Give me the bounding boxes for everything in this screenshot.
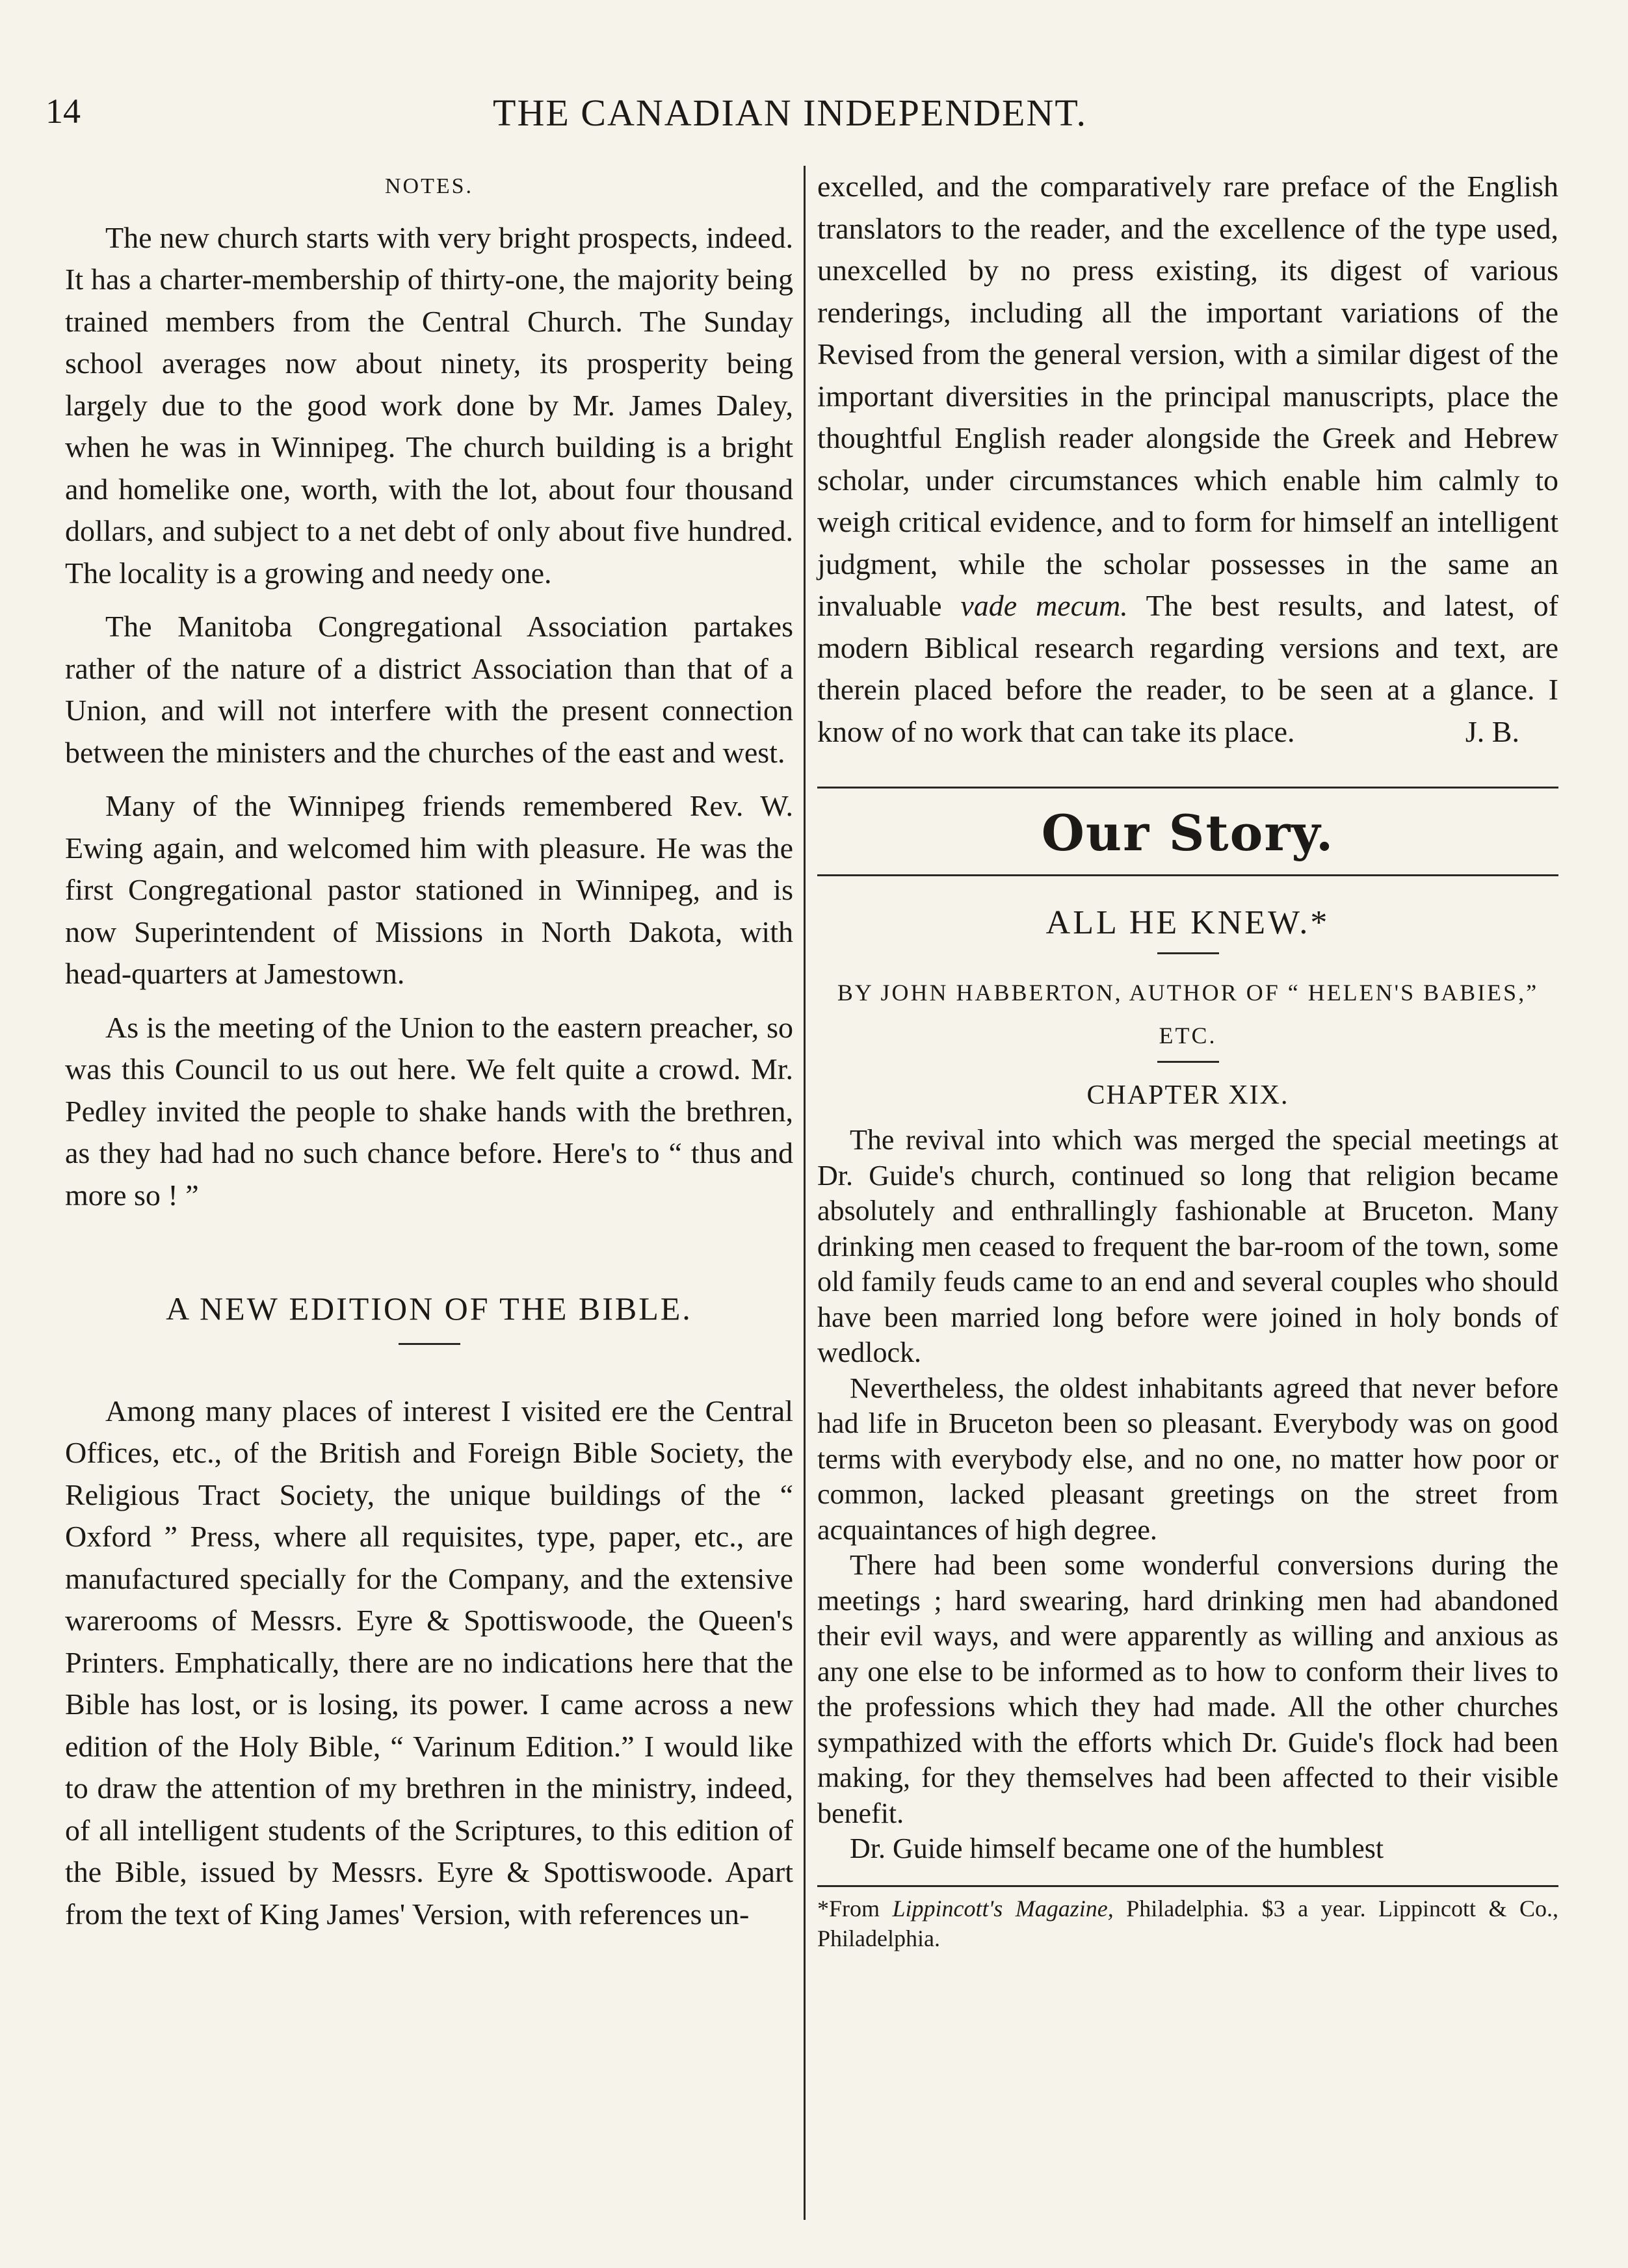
footnote-publication: Lippincott's Magazine, [892,1895,1114,1922]
page-number: 14 [46,92,81,131]
notes-heading: NOTES. [384,174,474,198]
notes-paragraph: As is the meeting of the Union to the eastern preacher, so was this Council to us out here. We felt quite a crowd. Mr. Pedley invited the people to shake hands with the brethren, as they had had no such chance before. Here's to “ thus and more so ! ” [65,1010,793,1212]
page-header [46,91,1534,143]
bible-article-heading: A NEW EDITION OF THE BIBLE. [166,1290,692,1327]
story-paragraph: Dr. Guide himself became one of the humblest [850,1832,1384,1864]
running-title: THE CANADIAN INDEPENDENT. [493,92,1087,134]
bible-article-paragraph: Among many places of interest I visited ere the Central Offices, etc., of the British and Foreign Bible Society, the Religious Tract Society, the unique buildings of the “ Oxford ” Press, where all requisites, type, paper, etc., are manufactured specially for the Company, and the extensive warerooms of Messrs. Eyre & Spottiswoode, the Queen's Printers. Emphatically, there are no indications here that the Bible has lost, or is losing, its power. I came across a new edition of the Holy Bible, “ Varinum Edition.” I would like to draw the attention of my brethren in the ministry, indeed, of all intelligent students of the Scriptures, to this edition of the Bible, issued by Messrs. Eyre & Spottiswoode. Apart from the text of King James' Version, with references un- [65,1394,793,1931]
footnote-text-b: Philadelphia. $3 a year. Lippincott & Co., Philadelphia. [817,1895,1559,1951]
notes-paragraph: The new church starts with very bright prospects, indeed. It has a charter-membership of thirty-one, the majority being trained members from the Central Church. The Sunday school averages now about ninety, its prosperity being largely due to the good work done by Mr. James Daley, when he was in Winnipeg. The church building is a bright and homelike one, worth, with the lot, about four thousand dollars, and subject to a net debt of only about five hundred. The locality is a growing and needy one. [65,220,793,590]
story-body [817,1123,1558,1867]
bible-continued-text-b: The best results, and latest, of modern Biblical research regarding versions and text, are therein placed before the reader, to be seen at a glance. I know of no work that can take its place. [817,589,1559,748]
right-column [817,166,1558,1953]
story-title: ALL HE KNEW.* [1045,904,1330,941]
bible-continued-italic: vade mecum. [960,589,1128,622]
divider [817,874,1558,876]
divider [1157,952,1219,954]
column-divider [804,166,806,2220]
notes-paragraph: Many of the Winnipeg friends remembered Rev. W. Ewing again, and welcomed him with pleasure. He was the first Congregational pastor stationed in Winnipeg, and is now Superintendent of Missions in North Dakota, with head-quarters at Jamestown. [65,789,793,990]
footnote [817,1894,1558,1953]
notes-paragraph: The Manitoba Congregational Association partakes rather of the nature of a district Association than that of a Union, and will not interfere with the present connection between the ministers and the churches of the east and west. [65,610,793,769]
story-byline: BY JOHN HABBERTON, AUTHOR OF “ HELEN'S BABIES,” ETC. [837,979,1539,1049]
divider [399,1343,460,1345]
story-paragraph: Nevertheless, the oldest inhabitants agreed that never before had life in Bruceton been so pleasant. Everybody was on good terms with everybody else, and no one, no matter how poor or common, lacked pleasant greetings on the street from acquaintances of high degree. [817,1372,1558,1546]
signature: J. B. [1465,714,1519,748]
bible-article-continued [817,166,1558,753]
footnote-rule [817,1885,1558,1887]
chapter-heading: CHAPTER XIX. [1086,1080,1289,1110]
divider [1157,1061,1219,1063]
left-column [65,166,793,1935]
story-paragraph: There had been some wonderful conversions during the meetings ; hard swearing, hard drinking men had abandoned their evil ways, and were apparently as willing and anxious as any one else to be informed as to how to conform their lives to the professions which they had made. All the other churches sympathized with the efforts which Dr. Guide's flock had been making, for they themselves had been affected to their visible benefit. [817,1549,1558,1829]
story-paragraph: The revival into which was merged the special meetings at Dr. Guide's church, continued so long that religion became absolutely and enthrallingly fashionable at Bruceton. Many drinking men ceased to frequent the bar-room of the town, some old family feuds came to an end and several couples who should have been married long before were joined in holy bonds of wedlock. [817,1124,1558,1368]
bible-continued-text-a: excelled, and the comparatively rare preface of the English translators to the reader, and the excellence of the type used, unexcelled by no press existing, its digest of various renderings, including all the important variations of the Revised from the general version, with a similar digest of the important diversities in the principal manuscripts, place the thoughtful English reader alongside the Greek and Hebrew scholar, under circumstances which enable him calmly to weigh critical evidence, and to form for himself an intelligent judgment, while the scholar possesses in the same an invaluable [817,170,1558,622]
story-section-banner: Our Story. [1041,804,1335,862]
footnote-text-a: *From [817,1895,880,1922]
divider [817,787,1558,789]
